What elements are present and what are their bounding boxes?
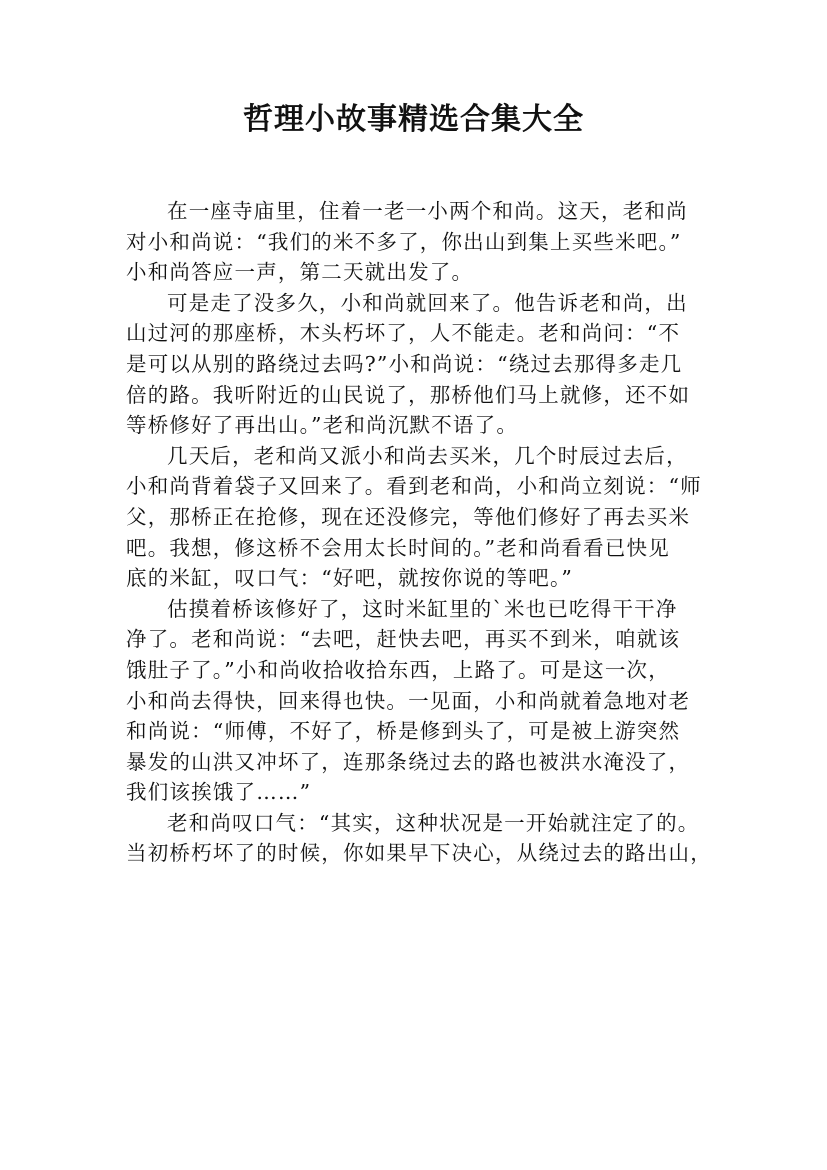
text-line: 老和尚叹口气：“其实，这种状况是一开始就注定了的。	[167, 810, 700, 835]
text-line: 小和尚答应一声，第二天就出发了。	[126, 260, 474, 285]
document-body	[126, 196, 712, 869]
paragraph-2	[126, 288, 704, 441]
text-line: 估摸着桥该修好了，这时米缸里的`米也已吃得干干净	[167, 596, 678, 621]
text-line: 父，那桥正在抢修，现在还没修完，等他们修好了再去买米	[126, 504, 691, 529]
text-line: 我们该挨饿了……”	[126, 780, 312, 805]
text-line: 底的米缸，叹口气：“好吧，就按你说的等吧。”	[126, 566, 574, 591]
text-line: 几天后，老和尚又派小和尚去买米，几个时辰过去后，	[167, 443, 688, 468]
paragraph-3	[126, 441, 704, 594]
text-line: 小和尚去得快，回来得也快。一见面，小和尚就着急地对老	[126, 688, 691, 713]
text-line: 和尚说：“师傅，不好了，桥是修到头了，可是被上游突然	[126, 719, 681, 744]
paragraph-5	[126, 808, 712, 869]
text-line: 吧。我想，修这桥不会用太长时间的。”老和尚看看已快见	[126, 535, 670, 560]
text-line: 当初桥朽坏了的时候，你如果早下决心，从绕过去的路出山，	[126, 841, 712, 866]
text-line: 可是走了没多久，小和尚就回来了。他告诉老和尚，出	[167, 290, 688, 315]
text-line: 山过河的那座桥，木头朽坏了，人不能走。老和尚问：“不	[126, 321, 681, 346]
text-line: 在一座寺庙里，住着一老一小两个和尚。这天，老和尚	[167, 199, 688, 223]
text-line: 小和尚背着袋子又回来了。看到老和尚，小和尚立刻说：“师	[126, 474, 702, 499]
paragraph-1	[126, 196, 704, 288]
text-line: 是可以从别的路绕过去吗?”小和尚说：“绕过去那得多走几	[126, 351, 683, 376]
text-line: 暴发的山洪又冲坏了，连那条绕过去的路也被洪水淹没了，	[126, 749, 691, 774]
text-line: 饿肚子了。”小和尚收拾收拾东西，上路了。可是这一次，	[126, 657, 670, 682]
document-title: 哲理小故事精选合集大全	[243, 102, 584, 137]
paragraph-4	[126, 594, 704, 808]
text-line: 倍的路。我听附近的山民说了，那桥他们马上就修，还不如	[126, 382, 691, 407]
text-line: 对小和尚说：“我们的米不多了，你出山到集上买些米吧。”	[126, 229, 682, 254]
text-line: 等桥修好了再出山。”老和尚沉默不语了。	[126, 413, 519, 438]
text-line: 净了。老和尚说：“去吧，赶快去吧，再买不到米，咱就该	[126, 627, 681, 652]
